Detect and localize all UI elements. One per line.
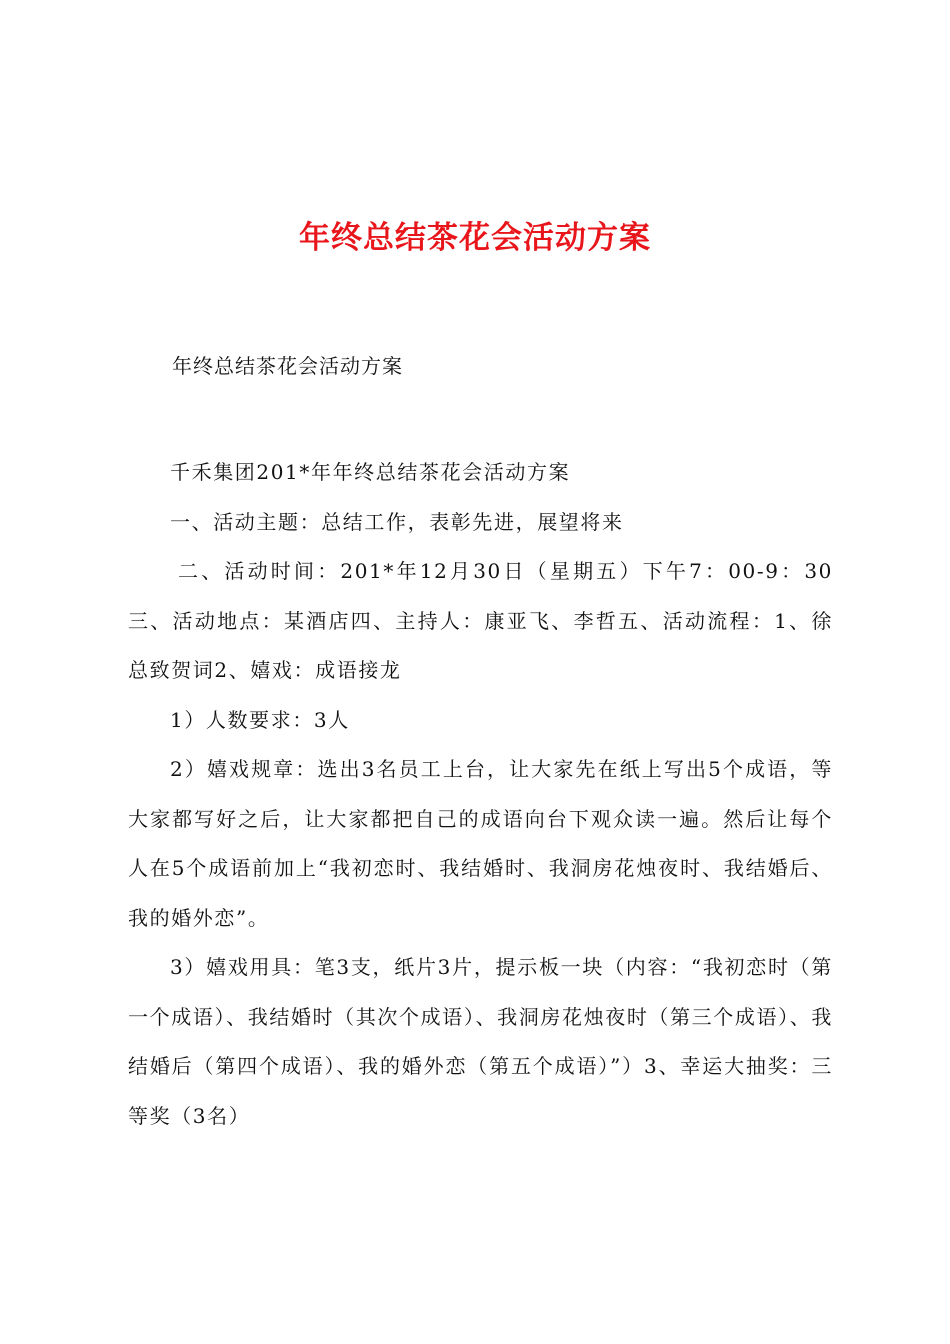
document-subtitle: 年终总结茶花会活动方案 — [172, 354, 403, 378]
document-title: 年终总结茶花会活动方案 — [299, 220, 651, 256]
paragraph-time-place-flow: 二、活动时间：201*年12月30日（星期五）下午7：00-9：30三、活动地点：某酒店四、主持人：康亚飞、李哲五、活动流程：1、徐总致贺词2、嬉戏：成语接龙 — [128, 559, 833, 682]
paragraph-game-tools: 3）嬉戏用具：笔3支，纸片3片，提示板一块（内容：“我初恋时（第一个成语）、我结婚时（其次个成语）、我洞房花烛夜时（第三个成语）、我结婚后（第四个成语）、我的婚外恋（第五个成语）”）3、幸运大抽奖：三等奖（3名） — [128, 955, 833, 1128]
document-body — [128, 448, 833, 1141]
paragraph-theme: 一、活动主题：总结工作，表彰先进，展望将来 — [170, 509, 624, 534]
paragraph-game-rules: 2）嬉戏规章：选出3名员工上台，让大家先在纸上写出5个成语，等大家都写好之后，让大家都把自己的成语向台下观众读一遍。然后让每个人在5个成语前加上“我初恋时、我结婚时、我洞房花烛夜时、我结婚后、我的婚外恋”。 — [128, 757, 833, 930]
paragraph-headcount: 1）人数要求：3人 — [170, 707, 350, 732]
paragraph-company-plan: 千禾集团201*年年终总结茶花会活动方案 — [170, 460, 571, 484]
